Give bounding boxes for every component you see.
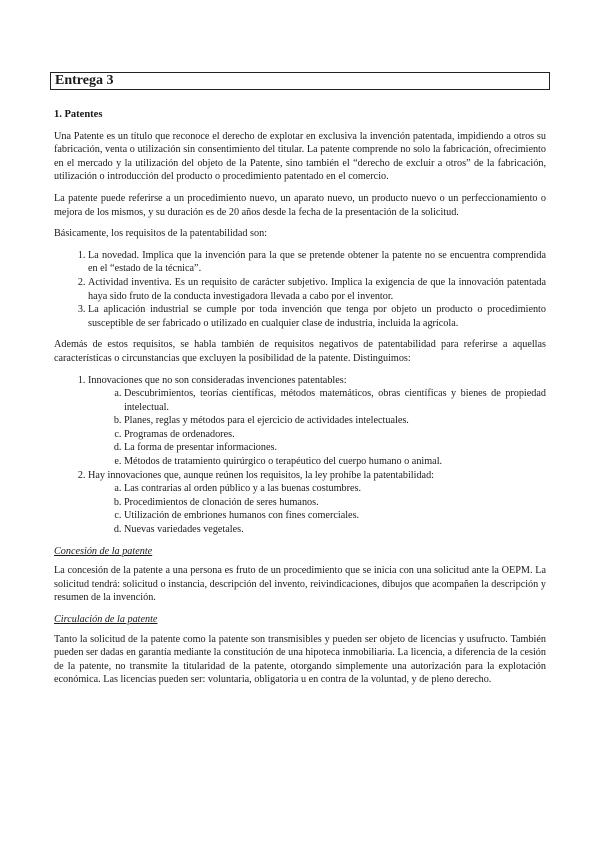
list-item-label: Hay innovaciones que, aunque reúnen los requisitos, la ley prohíbe la patentabilidad: <box>88 469 434 481</box>
circulacion-heading: Circulación de la patente <box>54 614 158 625</box>
sublist-item: b. Procedimientos de clonación de seres humanos. <box>124 496 546 510</box>
concesion-heading: Concesión de la patente <box>54 545 153 557</box>
sublist <box>88 387 546 469</box>
sublist <box>88 482 546 536</box>
sublist-item: c. Programas de ordenadores. <box>124 428 546 442</box>
list-item-label: Innovaciones que no son consideradas invenciones patentables: <box>88 374 347 386</box>
document-title: Entrega 3 <box>50 72 550 90</box>
negative-requirements-list <box>54 374 546 537</box>
paragraph-concesion: La concesión de la patente a una persona es fruto de un procedimiento que se inicia con una solicitud ante la OEPM. La solicitud tendrá: solicitud o instancia, descripción del invento, reivindicaciones, dibujos que acompañen la descripción y resumen de la invención. <box>54 565 546 604</box>
list-item <box>88 374 546 469</box>
sublist-item: a. Las contrarias al orden público y a las buenas costumbres. <box>124 482 546 496</box>
list-item: 1. La novedad. Implica que la invención para la que se pretende obtener la patente no se encuentra comprendida en el “estado de la técnica”. <box>88 249 546 276</box>
list-item: 3. La aplicación industrial se cumple por toda invención que tenga por objeto un producto o procedimiento susceptible de ser fabricado o utilizado en cualquier clase de industria, incluida la agrícola. <box>88 303 546 330</box>
sublist-item: b. Planes, reglas y métodos para el ejercicio de actividades intelectuales. <box>124 414 546 428</box>
requirements-list <box>54 249 546 331</box>
paragraph-scope: La patente puede referirse a un procedimiento nuevo, un aparato nuevo, un producto nuevo o un perfeccionamiento o mejora de los mismos, y su duración es de 20 años desde la fecha de la presentación de la solicitud. <box>54 192 546 218</box>
sublist-item: d. Nuevas variedades vegetales. <box>124 523 546 537</box>
document-body <box>54 108 546 695</box>
sublist-item: d. La forma de presentar informaciones. <box>124 441 546 455</box>
paragraph-circulacion: Tanto la solicitud de la patente como la patente son transmisibles y pueden ser objeto de licencias y usufructo. También pueden ser dadas en garantía mediante la constitución de una hipoteca inmobiliaria. La licencia, a diferencia de la cesión de la patente, no transmite la titularidad de la patente, otorgando simplemente una autorización para la explotación económica. Las licencias pueden ser: voluntaria, obligatoria u en contra de la voluntad, y de pleno derecho. <box>54 633 546 686</box>
sublist-item: a. Descubrimientos, teorías científicas, métodos matemáticos, obras científicas y bienes de propiedad intelectual. <box>124 387 546 414</box>
paragraph-definition: Una Patente es un título que reconoce el derecho de explotar en exclusiva la invención patentada, impidiendo a otros su fabricación, venta o utilización sin consentimiento del titular. La patente comprende no solo la fabricación, ofrecimiento en el mercado y la utilización del objeto de la Patente, sino también el “derecho de excluir a otros” de la fabricación, utilización o introducción del producto o procedimiento patentado en el comercio. <box>54 130 546 183</box>
paragraph-negative-requirements: Además de estos requisitos, se habla también de requisitos negativos de patentabilidad para referirse a aquellas características o circunstancias que excluyen la posibilidad de la patente. Distinguimos: <box>54 339 546 364</box>
list-item: 2. Actividad inventiva. Es un requisito de carácter subjetivo. Implica la exigencia de que la innovación patentada haya sido fruto de la conducta investigadora llevada a cabo por el inventor. <box>88 276 546 303</box>
paragraph-requirements-intro: Básicamente, los requisitos de la patentabilidad son: <box>54 228 268 240</box>
section-heading: 1. Patentes <box>54 109 103 120</box>
list-item <box>88 469 546 537</box>
sublist-item: e. Métodos de tratamiento quirúrgico o terapéutico del cuerpo humano o animal. <box>124 455 546 469</box>
sublist-item: c. Utilización de embriones humanos con fines comerciales. <box>124 509 546 523</box>
